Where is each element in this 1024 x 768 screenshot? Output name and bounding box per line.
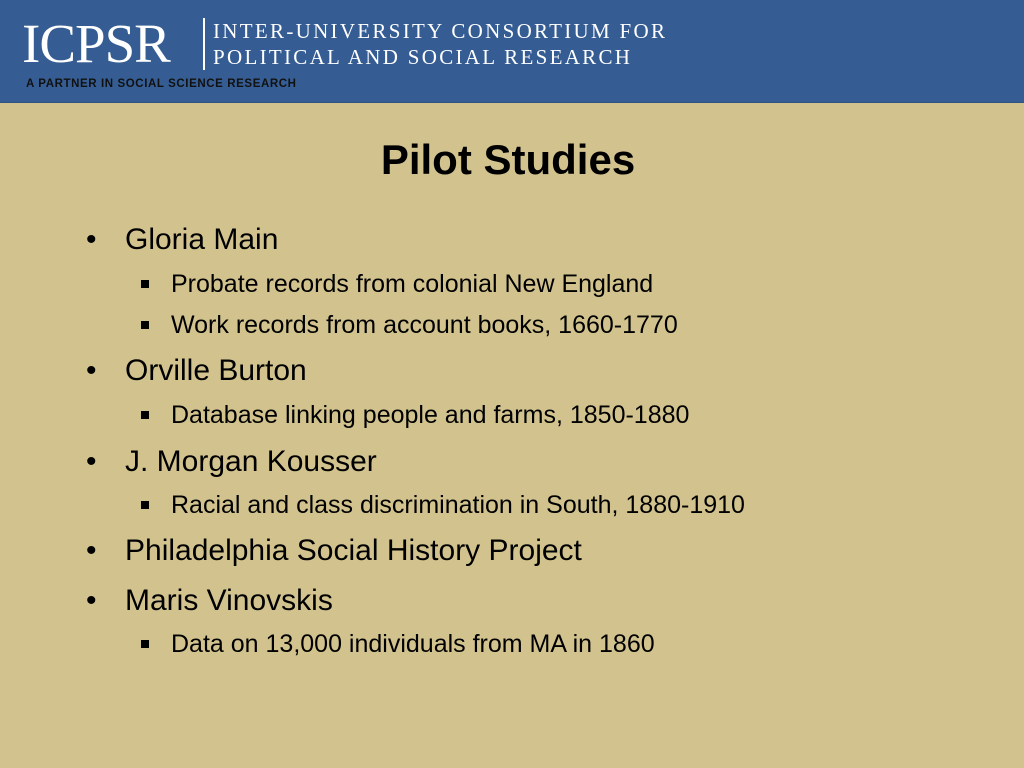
list-item-level-2: Racial and class discrimination in South, 1880-1910: [171, 491, 745, 519]
icpsr-logo: ICPSR: [22, 13, 170, 74]
tagline: A PARTNER IN SOCIAL SCIENCE RESEARCH: [26, 78, 297, 90]
bullet-dot-icon: •: [86, 223, 97, 256]
bullet-dot-icon: •: [86, 445, 97, 478]
bullet-square-icon: [141, 411, 149, 419]
list-item-level-1: Gloria Main: [125, 223, 279, 256]
list-item-level-2: Probate records from colonial New England: [171, 270, 654, 298]
list-item-level-2: Database linking people and farms, 1850-1880: [171, 401, 690, 429]
list-item-level-2: Work records from account books, 1660-1770: [171, 311, 678, 339]
list-item-level-2: Data on 13,000 individuals from MA in 1860: [171, 630, 655, 658]
slide-title: Pilot Studies: [380, 136, 636, 183]
bullet-square-icon: [141, 501, 149, 509]
bullet-square-icon: [141, 640, 149, 648]
list-item-level-1: Philadelphia Social History Project: [125, 534, 582, 567]
bullet-square-icon: [141, 321, 149, 329]
organization-name-line-1: INTER-UNIVERSITY CONSORTIUM FOR: [213, 19, 668, 43]
list-item-level-1: J. Morgan Kousser: [125, 445, 377, 478]
list-item-level-1: Orville Burton: [125, 354, 307, 387]
bullet-dot-icon: •: [86, 584, 97, 617]
bullet-dot-icon: •: [86, 354, 97, 387]
bullet-square-icon: [141, 280, 149, 288]
bullet-dot-icon: •: [86, 534, 97, 567]
organization-name-line-2: POLITICAL AND SOCIAL RESEARCH: [213, 45, 633, 69]
list-item-level-1: Maris Vinovskis: [125, 584, 333, 617]
